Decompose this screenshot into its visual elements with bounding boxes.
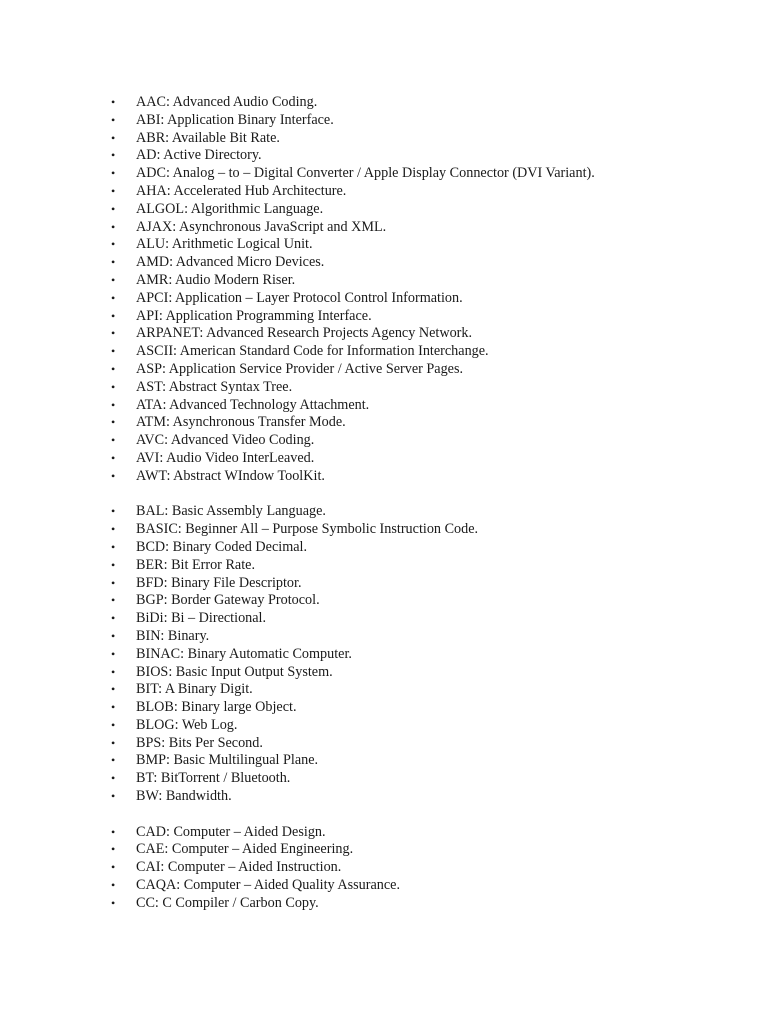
acronym-definition: ABR: Available Bit Rate. xyxy=(136,129,280,146)
bullet-icon: • xyxy=(111,522,116,537)
acronym-definition: CAD: Computer – Aided Design. xyxy=(136,823,326,840)
list-item xyxy=(0,112,768,130)
list-item xyxy=(0,236,768,254)
list-item xyxy=(0,681,768,699)
acronym-definition: BIT: A Binary Digit. xyxy=(136,681,253,698)
bullet-icon: • xyxy=(111,433,116,448)
acronym-definition: API: Application Programming Interface. xyxy=(136,307,372,324)
acronym-definition: ASCII: American Standard Code for Information Interchange. xyxy=(136,343,489,360)
list-item xyxy=(0,308,768,326)
list-item xyxy=(0,183,768,201)
list-item xyxy=(0,735,768,753)
list-item xyxy=(0,859,768,877)
acronym-definition: BAL: Basic Assembly Language. xyxy=(136,503,326,520)
acronym-definition: ARPANET: Advanced Research Projects Agency Network. xyxy=(136,325,473,342)
list-item xyxy=(0,94,768,112)
list-item xyxy=(0,770,768,788)
list-item xyxy=(0,432,768,450)
bullet-icon: • xyxy=(111,308,116,323)
acronym-definition: CC: C Compiler / Carbon Copy. xyxy=(136,894,319,911)
list-item xyxy=(0,397,768,415)
bullet-icon: • xyxy=(111,628,116,643)
bullet-icon: • xyxy=(111,682,116,697)
bullet-icon: • xyxy=(111,575,116,590)
bullet-icon: • xyxy=(111,255,116,270)
list-item xyxy=(0,503,768,521)
bullet-icon: • xyxy=(111,860,116,875)
acronym-definition: AMR: Audio Modern Riser. xyxy=(136,271,296,288)
bullet-icon: • xyxy=(111,415,116,430)
acronym-definition: BGP: Border Gateway Protocol. xyxy=(136,592,320,609)
list-item xyxy=(0,147,768,165)
bullet-icon: • xyxy=(111,201,116,216)
list-item xyxy=(0,699,768,717)
acronym-definition: AJAX: Asynchronous JavaScript and XML. xyxy=(136,218,387,235)
acronym-definition: AVI: Audio Video InterLeaved. xyxy=(136,449,315,466)
acronym-definition: BIN: Binary. xyxy=(136,627,210,644)
acronym-definition: ATA: Advanced Technology Attachment. xyxy=(136,396,370,413)
acronym-definition: BT: BitTorrent / Bluetooth. xyxy=(136,770,291,787)
list-item xyxy=(0,343,768,361)
acronym-definition: ALGOL: Algorithmic Language. xyxy=(136,200,324,217)
bullet-icon: • xyxy=(111,717,116,732)
acronym-definition: AWT: Abstract WIndow ToolKit. xyxy=(136,467,325,484)
bullet-icon: • xyxy=(111,646,116,661)
list-item xyxy=(0,788,768,806)
bullet-icon: • xyxy=(111,611,116,626)
acronym-definition: BLOB: Binary large Object. xyxy=(136,699,297,716)
bullet-icon: • xyxy=(111,557,116,572)
list-item xyxy=(0,841,768,859)
bullet-icon: • xyxy=(111,219,116,234)
bullet-icon: • xyxy=(111,130,116,145)
list-item xyxy=(0,592,768,610)
bullet-icon: • xyxy=(111,397,116,412)
acronym-definition: BPS: Bits Per Second. xyxy=(136,734,263,751)
bullet-icon: • xyxy=(111,148,116,163)
bullet-icon: • xyxy=(111,539,116,554)
acronym-definition: BFD: Binary File Descriptor. xyxy=(136,574,302,591)
list-item xyxy=(0,539,768,557)
acronym-definition: BASIC: Beginner All – Purpose Symbolic Instruction Code. xyxy=(136,521,479,538)
acronym-definition: BER: Bit Error Rate. xyxy=(136,556,256,573)
bullet-icon: • xyxy=(111,95,116,109)
acronym-definition: AAC: Advanced Audio Coding. xyxy=(136,94,318,110)
bullet-icon: • xyxy=(111,344,116,359)
bullet-icon: • xyxy=(111,753,116,768)
list-item xyxy=(0,130,768,148)
bullet-icon: • xyxy=(111,700,116,715)
list-item xyxy=(0,468,768,486)
acronym-definition: AVC: Advanced Video Coding. xyxy=(136,432,315,449)
bullet-icon: • xyxy=(111,878,116,893)
bullet-icon: • xyxy=(111,664,116,679)
list-item xyxy=(0,379,768,397)
bullet-icon: • xyxy=(111,468,116,483)
bullet-icon: • xyxy=(111,237,116,252)
bullet-icon: • xyxy=(111,504,116,519)
bullet-icon: • xyxy=(111,272,116,287)
list-item xyxy=(0,877,768,895)
list-item xyxy=(0,450,768,468)
list-item xyxy=(0,824,768,842)
acronym-definition: ALU: Arithmetic Logical Unit. xyxy=(136,236,313,253)
bullet-icon: • xyxy=(111,735,116,750)
acronym-definition: AMD: Advanced Micro Devices. xyxy=(136,254,325,271)
list-item xyxy=(0,290,768,308)
bullet-icon: • xyxy=(111,593,116,608)
list-item xyxy=(0,752,768,770)
acronym-definition: CAI: Computer – Aided Instruction. xyxy=(136,859,342,876)
acronym-definition: BMP: Basic Multilingual Plane. xyxy=(136,752,319,769)
acronym-list-a xyxy=(0,94,768,486)
bullet-icon: • xyxy=(111,450,116,465)
acronym-list-b xyxy=(0,503,768,806)
acronym-definition: BIOS: Basic Input Output System. xyxy=(136,663,333,680)
acronym-definition: BiDi: Bi – Directional. xyxy=(136,610,267,627)
list-item xyxy=(0,521,768,539)
list-item xyxy=(0,254,768,272)
bullet-icon: • xyxy=(111,842,116,857)
acronym-definition: ADC: Analog – to – Digital Converter / Apple Display Connector (DVI Variant). xyxy=(136,165,595,182)
bullet-icon: • xyxy=(111,290,116,305)
list-item xyxy=(0,201,768,219)
bullet-icon: • xyxy=(111,166,116,181)
acronym-definition: APCI: Application – Layer Protocol Control Information. xyxy=(136,289,463,306)
bullet-icon: • xyxy=(111,895,116,910)
list-item xyxy=(0,557,768,575)
bullet-icon: • xyxy=(111,771,116,786)
list-item xyxy=(0,628,768,646)
list-item xyxy=(0,414,768,432)
acronym-definition: ASP: Application Service Provider / Active Server Pages. xyxy=(136,360,464,377)
acronym-definition: CAE: Computer – Aided Engineering. xyxy=(136,841,354,858)
bullet-icon: • xyxy=(111,379,116,394)
list-item xyxy=(0,610,768,628)
list-item xyxy=(0,895,768,913)
bullet-icon: • xyxy=(111,326,116,341)
list-item xyxy=(0,664,768,682)
acronym-definition: AHA: Accelerated Hub Architecture. xyxy=(136,182,347,199)
bullet-icon: • xyxy=(111,824,116,839)
bullet-icon: • xyxy=(111,183,116,198)
acronym-definition: BINAC: Binary Automatic Computer. xyxy=(136,645,352,662)
bullet-icon: • xyxy=(111,789,116,804)
acronym-definition: ATM: Asynchronous Transfer Mode. xyxy=(136,414,346,431)
acronym-definition: BLOG: Web Log. xyxy=(136,716,238,733)
list-item xyxy=(0,272,768,290)
bullet-icon: • xyxy=(111,112,116,127)
acronym-definition: AST: Abstract Syntax Tree. xyxy=(136,378,293,395)
acronym-list-c xyxy=(0,824,768,913)
list-item xyxy=(0,219,768,237)
list-item xyxy=(0,575,768,593)
acronym-definition: BW: Bandwidth. xyxy=(136,788,232,805)
list-item xyxy=(0,646,768,664)
list-item xyxy=(0,361,768,379)
list-item xyxy=(0,165,768,183)
acronym-definition: AD: Active Directory. xyxy=(136,147,262,164)
acronym-definition: BCD: Binary Coded Decimal. xyxy=(136,538,308,555)
list-item xyxy=(0,325,768,343)
list-item xyxy=(0,717,768,735)
bullet-icon: • xyxy=(111,361,116,376)
document-page xyxy=(0,94,768,913)
acronym-definition: CAQA: Computer – Aided Quality Assurance. xyxy=(136,877,401,894)
acronym-definition: ABI: Application Binary Interface. xyxy=(136,111,334,128)
